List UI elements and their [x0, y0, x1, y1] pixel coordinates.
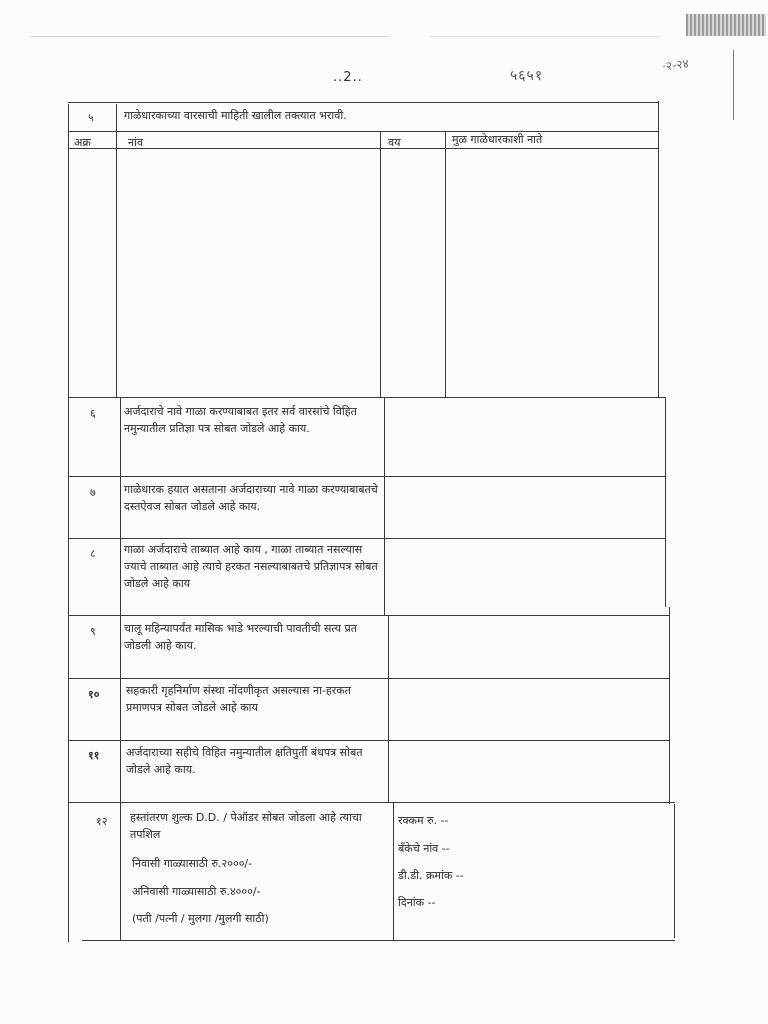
row-divider — [68, 615, 670, 616]
scan-edge-line — [30, 36, 390, 37]
resident-fee: निवासी गाळ्यासाठी रु.२०००/- — [132, 857, 253, 870]
col-header-relation: मुळ गाळेधारकाशी नाते — [452, 133, 543, 146]
row-divider — [68, 538, 666, 539]
corner-stamp: ·२-२४ — [661, 56, 690, 74]
row-6-text: अर्जदाराचे नावे गाळा करण्याबाबत इतर सर्व वारसांचे विहित नमुन्यातील प्रतिज्ञा पत्र सोबत जोडले आहे काय. — [124, 405, 357, 435]
column-divider — [380, 131, 381, 398]
table-border-right — [658, 101, 659, 397]
col-header-serial: अक्र — [74, 136, 91, 149]
row-divider — [68, 131, 659, 132]
row-6-serial: ६ — [90, 407, 96, 420]
relation-note: (पती /पत्नी / मुलगा /मुलगी साठी) — [132, 912, 269, 925]
section-12-title: हस्तांतरण शुल्क D.D. / पेऑडर सोबत जोडला आहे त्याचा तपशिल — [130, 811, 362, 841]
scan-edge-line — [430, 36, 660, 37]
col-header-name: नांव — [128, 136, 144, 149]
row-10-text: सहकारी गृहनिर्माण संस्था नोंदणीकृत असल्यास ना-हरकत प्रमाणपत्र सोबत जोडले आहे काय — [126, 684, 351, 714]
row-divider — [68, 476, 666, 477]
row-8-serial: ८ — [90, 547, 96, 560]
row-11-serial: ११ — [88, 749, 100, 762]
date-label: दिनांक -- — [398, 896, 436, 909]
column-divider — [384, 397, 385, 615]
scan-side-mark — [733, 50, 734, 120]
table-border-right — [665, 397, 666, 607]
nonresident-fee: अनिवासी गाळ्यासाठी रु.४०००/- — [132, 885, 261, 898]
col-header-age: वय — [388, 136, 401, 149]
row-9-serial: ९ — [90, 625, 96, 638]
row-11-text: अर्जदाराच्या सहीचे विहित नमुन्यातील क्षतिपुर्ती बंधपत्र सोबत जोडले आहे काय. — [126, 746, 363, 776]
row-7-serial: ७ — [90, 486, 96, 499]
section-5-serial: ५ — [88, 111, 94, 124]
row-7-text: गाळेधारक हयात असताना अर्जदाराच्या नावे गाळा करण्याबाबतचे दस्तऐवज सोबत जोडले आहे काय. — [124, 483, 378, 513]
row-divider — [68, 148, 659, 149]
row-9-text: चालू महिन्यापर्यंत मासिक भाडे भरल्याची पावतीची सत्य प्रत जोडली आहे काय. — [124, 622, 358, 652]
column-divider — [116, 104, 117, 398]
column-divider — [388, 615, 389, 803]
table-border-right — [674, 804, 675, 938]
table-border-bottom — [82, 940, 675, 941]
section-5-title: गाळेधारकाच्या वारसाची माहिती खालील तक्त्यात भरावी. — [124, 109, 347, 122]
section-12-serial: १२ — [96, 815, 108, 828]
row-divider — [68, 678, 670, 679]
row-divider — [68, 740, 670, 741]
column-divider — [445, 131, 446, 398]
table-border-left — [68, 104, 69, 942]
table-border-right — [669, 607, 670, 804]
dd-number-label: डी.डी. क्रमांक -- — [398, 869, 464, 882]
row-divider — [68, 397, 666, 398]
column-divider — [393, 802, 394, 940]
amount-label: रक्कम रु. -- — [398, 814, 449, 827]
page-number: ..2.. — [333, 70, 363, 85]
row-divider — [68, 802, 675, 803]
row-10-serial: १० — [88, 688, 100, 701]
scan-barcode-strip — [686, 14, 766, 36]
row-8-text: गाळा अर्जदाराचे ताब्यात आहे काय , गाळा ताब्यात नसल्यास ज्याचे ताब्यात आहे त्याचे हरकत नसल्याबाबतचे प्रतिज्ञापत्र सोबत जोडले आहे काय — [124, 543, 378, 590]
table-border-top — [68, 102, 659, 103]
bank-name-label: बँकेचे नांव -- — [398, 842, 450, 855]
reference-number: ५६५१ — [510, 68, 544, 84]
column-divider — [120, 397, 121, 940]
